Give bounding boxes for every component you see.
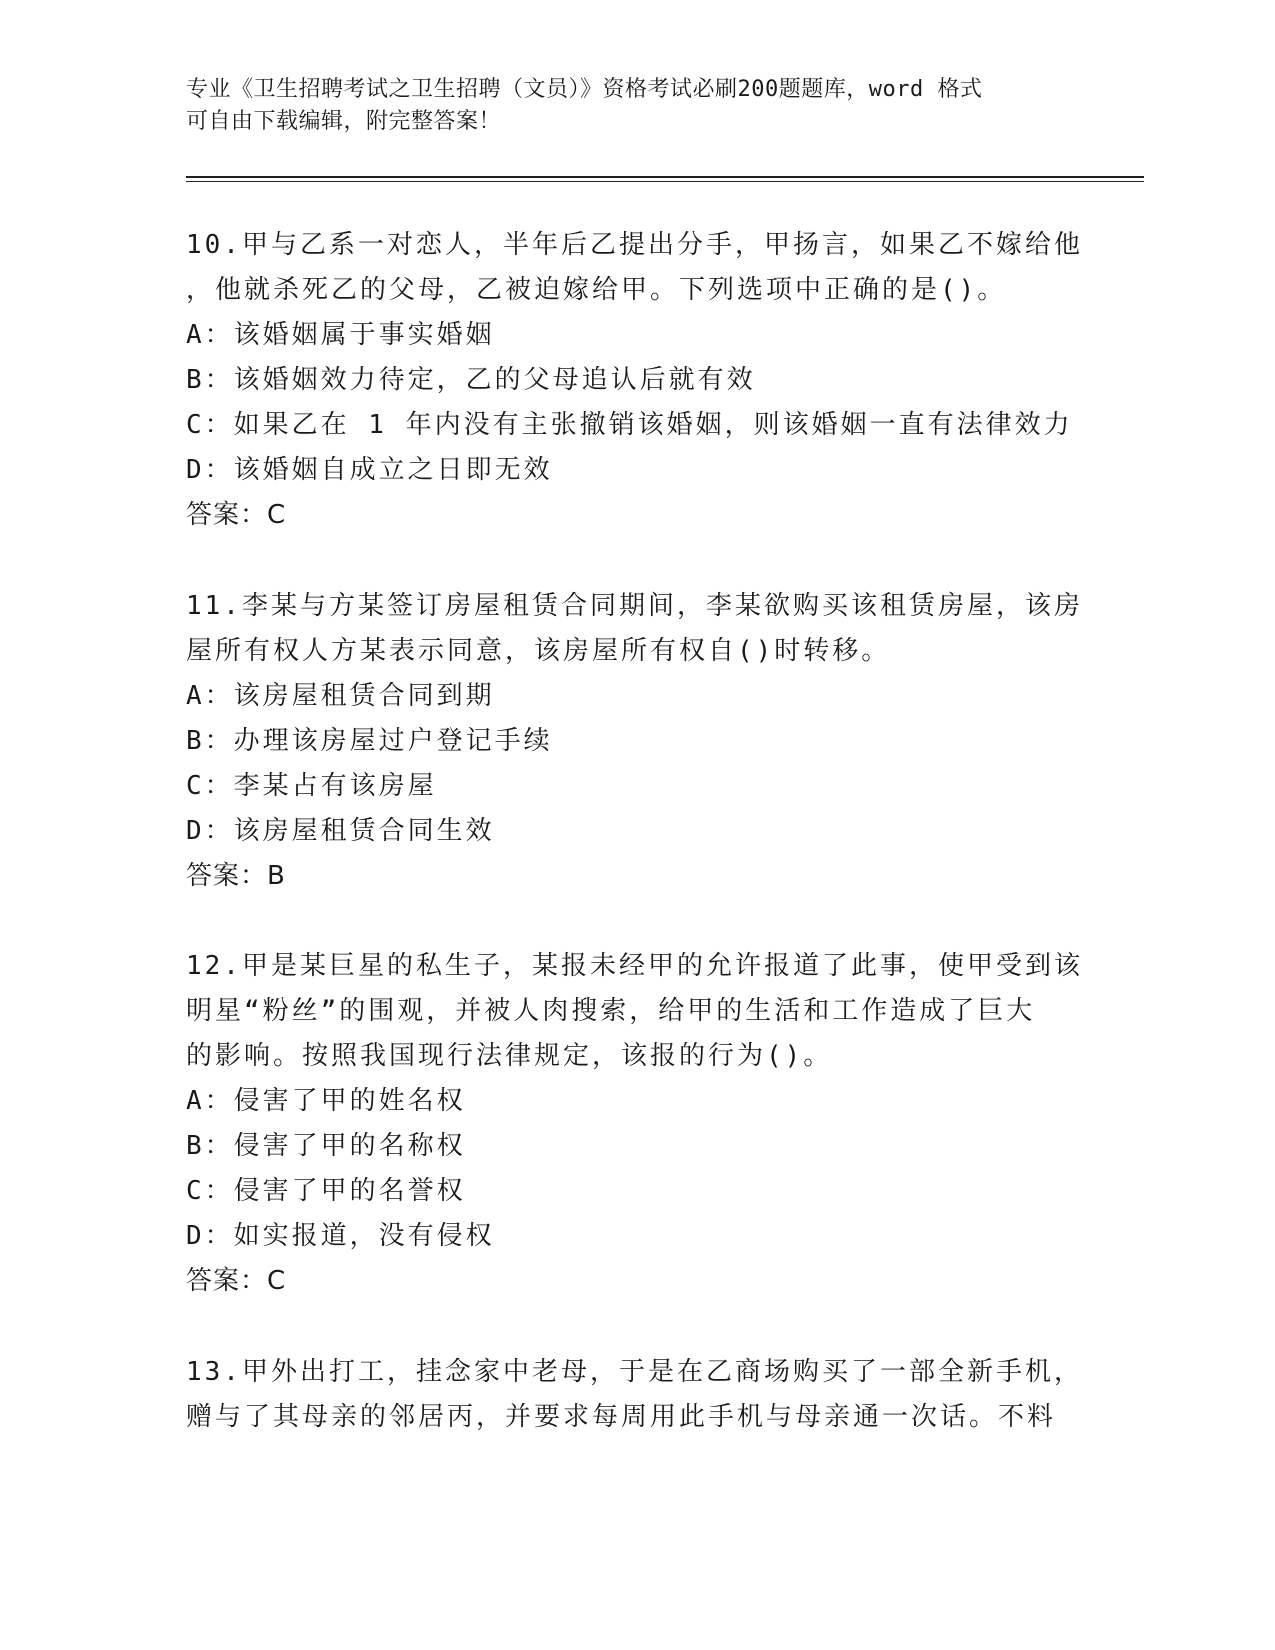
option-b: B：侵害了甲的名称权 (186, 1131, 466, 1161)
question-stem-line: 屋所有权人方某表示同意，该房屋所有权自()时转移。 (186, 636, 891, 666)
option-b: B：该婚姻效力待定，乙的父母追认后就有效 (186, 365, 756, 395)
question-12 (186, 944, 1086, 1304)
question-stem-line: 11.李某与方某签订房屋租赁合同期间，李某欲购买该租赁房屋，该房 (186, 591, 1083, 621)
question-10 (186, 223, 1086, 538)
answer-label: 答案：C (186, 1266, 287, 1296)
header-divider-thin (186, 181, 1144, 182)
question-13 (186, 1350, 1086, 1440)
header-divider-thick (186, 176, 1144, 178)
question-stem-line: 明星“粉丝”的围观，并被人肉搜索，给甲的生活和工作造成了巨大 (186, 996, 1036, 1026)
document-header (186, 74, 1066, 138)
option-a: A：该婚姻属于事实婚姻 (186, 320, 495, 350)
option-a: A：侵害了甲的姓名权 (186, 1086, 466, 1116)
option-a: A：该房屋租赁合同到期 (186, 681, 495, 711)
answer-label: 答案：C (186, 500, 287, 530)
option-c: C：侵害了甲的名誉权 (186, 1176, 466, 1206)
option-d: D：该房屋租赁合同生效 (186, 816, 495, 846)
header-title-line-1: 专业《卫生招聘考试之卫生招聘（文员）》资格考试必刷200题题库，word 格式 (186, 77, 983, 102)
question-stem-line: 赠与了其母亲的邻居丙，并要求每周用此手机与母亲通一次话。不料 (186, 1402, 1057, 1432)
question-stem-line: 12.甲是某巨星的私生子，某报未经甲的允许报道了此事，使甲受到该 (186, 951, 1083, 981)
option-d: D：如实报道，没有侵权 (186, 1221, 495, 1251)
option-c: C：如果乙在 1 年内没有主张撤销该婚姻，则该婚姻一直有法律效力 (186, 410, 1073, 440)
option-d: D：该婚姻自成立之日即无效 (186, 455, 553, 485)
option-b: B：办理该房屋过户登记手续 (186, 726, 553, 756)
answer-label: 答案：B (186, 861, 286, 891)
option-c: C：李某占有该房屋 (186, 771, 437, 801)
question-stem-line: 13.甲外出打工，挂念家中老母，于是在乙商场购买了一部全新手机， (186, 1357, 1083, 1387)
question-stem-line: 10.甲与乙系一对恋人，半年后乙提出分手，甲扬言，如果乙不嫁给他 (186, 230, 1083, 260)
question-stem-line: ，他就杀死乙的父母，乙被迫嫁给甲。下列选项中正确的是()。 (186, 275, 1007, 305)
question-11 (186, 584, 1086, 899)
header-title-line-2: 可自由下载编辑，附完整答案！ (186, 109, 502, 134)
question-stem-line: 的影响。按照我国现行法律规定，该报的行为()。 (186, 1041, 833, 1071)
